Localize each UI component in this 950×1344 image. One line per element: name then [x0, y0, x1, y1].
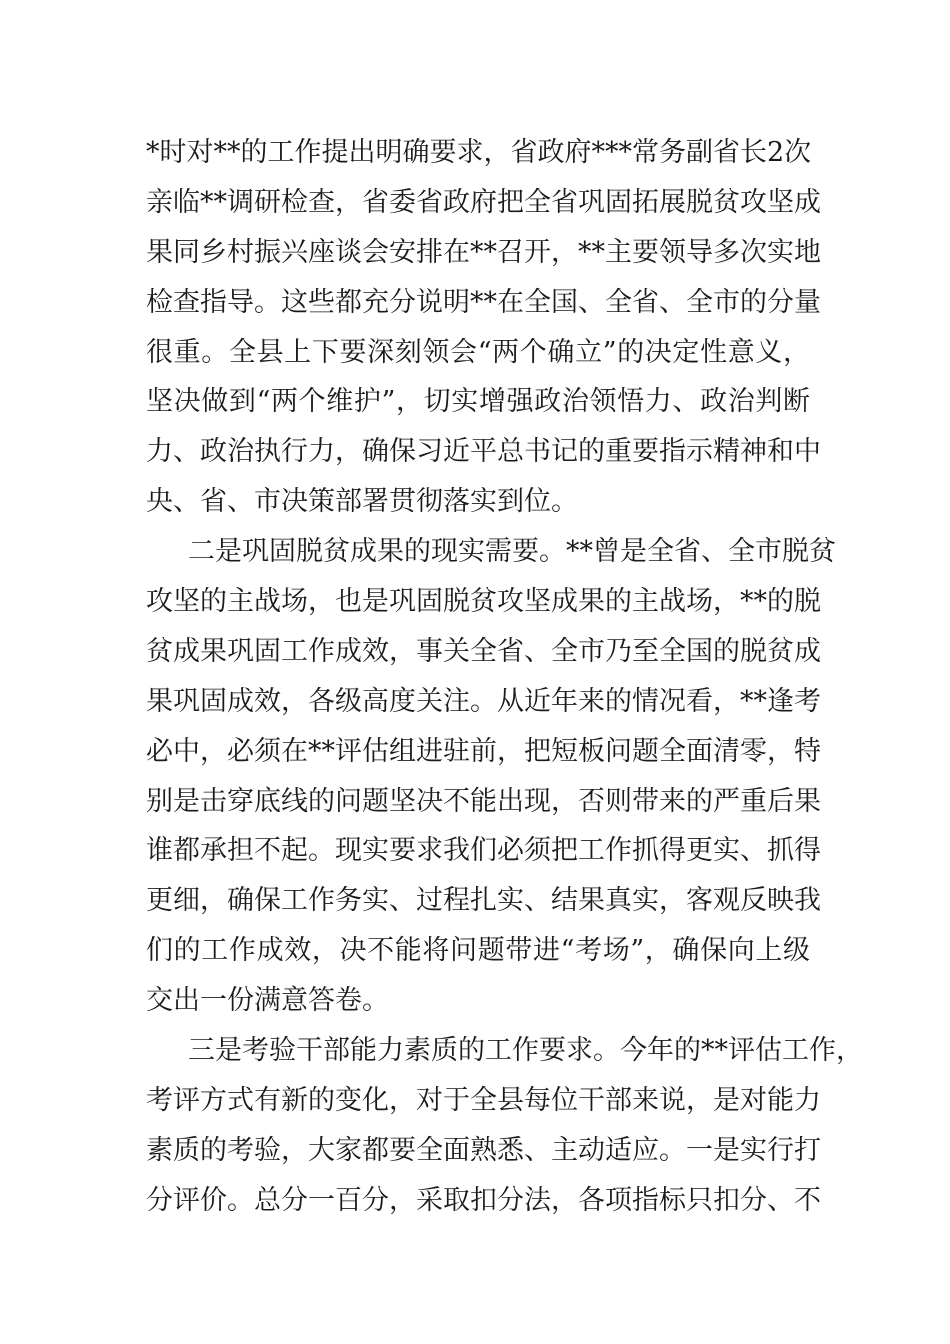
body-text [146, 128, 863, 1226]
text-line: 攻坚的主战场，也是巩固脱贫攻坚成果的主战场，**的脱 [146, 586, 821, 618]
text-line: 亲临**调研检查，省委省政府把全省巩固拓展脱贫攻坚成 [146, 186, 821, 218]
text-line: 央、省、市决策部署贯彻落实到位。 [146, 486, 578, 518]
text-line: 谁都承担不起。现实要求我们必须把工作抓得更实、抓得 [146, 835, 821, 867]
text-line: 必中，必须在**评估组进驻前，把短板问题全面清零，特 [146, 735, 821, 767]
text-line: 们的工作成效，决不能将问题带进“考场”，确保向上级 [146, 935, 810, 967]
text-line: 素质的考验，大家都要全面熟悉、主动适应。一是实行打 [146, 1134, 821, 1166]
text-line: 果同乡村振兴座谈会安排在**召开，**主要领导多次实地 [146, 236, 821, 268]
text-line: 考评方式有新的变化，对于全县每位干部来说，是对能力 [146, 1084, 821, 1116]
text-line: 检查指导。这些都充分说明**在全国、全省、全市的分量 [146, 286, 821, 318]
text-line: 分评价。总分一百分，采取扣分法，各项指标只扣分、不 [146, 1184, 821, 1216]
text-line: 坚决做到“两个维护”，切实增强政治领悟力、政治判断 [146, 386, 810, 418]
text-line: 贫成果巩固工作成效，事关全省、全市乃至全国的脱贫成 [146, 635, 821, 667]
text-line: 果巩固成效，各级高度关注。从近年来的情况看，**逢考 [146, 685, 821, 717]
text-line: 力、政治执行力，确保习近平总书记的重要指示精神和中 [146, 436, 821, 468]
paragraph-first-line: 三是考验干部能力素质的工作要求。今年的**评估工作， [188, 1035, 863, 1067]
text-line: *时对**的工作提出明确要求，省政府***常务副省长2次 [146, 137, 812, 168]
text-line: 很重。全县上下要深刻领会“两个确立”的决定性意义， [146, 336, 810, 368]
paragraph-first-line: 二是巩固脱贫成果的现实需要。**曾是全省、全市脱贫 [188, 536, 836, 568]
text-line: 交出一份满意答卷。 [146, 985, 389, 1017]
text-line: 别是击穿底线的问题坚决不能出现，否则带来的严重后果 [146, 785, 821, 817]
text-line: 更细，确保工作务实、过程扎实、结果真实，客观反映我 [146, 885, 821, 917]
